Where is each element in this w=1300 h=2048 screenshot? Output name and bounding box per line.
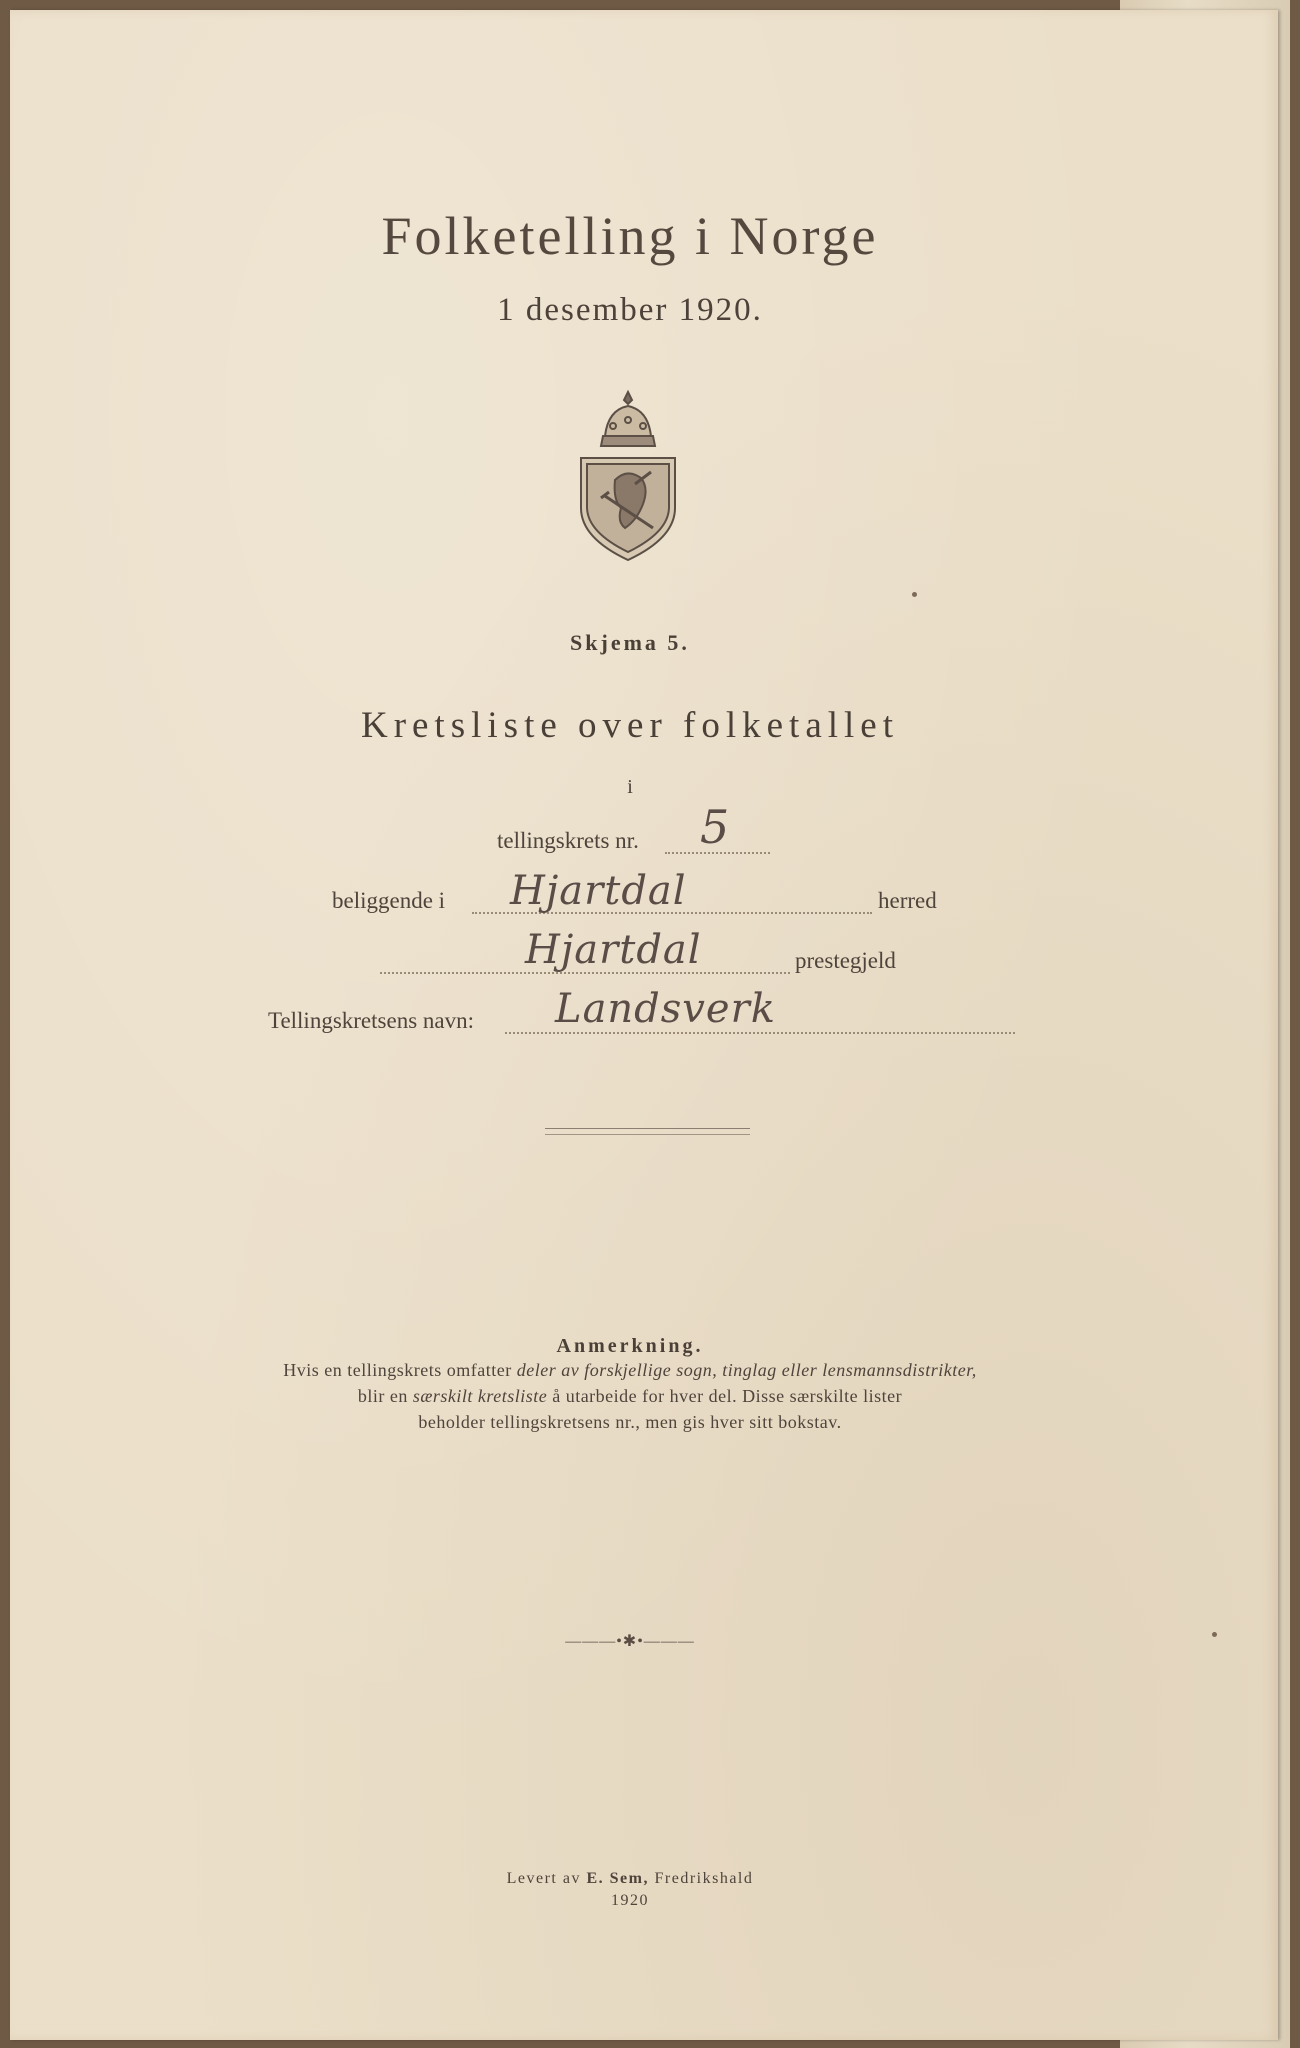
printer-imprint: [10, 1870, 1250, 1888]
prestegjeld-label: prestegjeld: [795, 948, 896, 973]
herred-value: Hjartdal: [510, 868, 687, 914]
census-form-page: [10, 10, 1278, 2040]
note-line-1-emphasis: deler av forskjellige sogn, tinglag eller lensmannsdistrikter,: [516, 1360, 977, 1380]
page-title: Folketelling i Norge: [381, 206, 879, 266]
imprint-printer: E. Sem,: [586, 1870, 649, 1887]
imprint-year: 1920: [611, 1892, 649, 1909]
note-line-1-text: Hvis en tellingskrets omfatter: [283, 1360, 517, 1380]
paper-spot: [912, 592, 917, 597]
divider-rule: [545, 1128, 750, 1129]
note-heading: Anmerkning.: [556, 1335, 704, 1357]
note-line-3: beholder tellingskretsens nr., men gis hver sitt bokstav.: [418, 1412, 842, 1432]
note-line-2-text-b: å utarbeide for hver del. Disse særskilte lister: [547, 1386, 903, 1406]
divider-rule-lower: [545, 1134, 750, 1135]
form-heading: Kretsliste over folketallet: [360, 705, 900, 746]
norway-coat-of-arms-icon: [575, 388, 681, 563]
census-date: 1 desember 1920.: [497, 292, 763, 328]
located-in-label: beliggende i: [332, 888, 446, 913]
connector-word: i: [627, 776, 633, 798]
district-number-value: 5: [700, 800, 731, 854]
note-line-1: [10, 1360, 1250, 1381]
district-number-label: tellingskrets nr.: [497, 828, 639, 853]
district-name-value: Landsverk: [555, 986, 776, 1032]
herred-label: herred: [878, 888, 937, 913]
district-name-label: Tellingskretsens navn:: [268, 1008, 474, 1033]
ornament-divider: ———•✱•———: [565, 1633, 695, 1650]
imprint-place: Fredrikshald: [648, 1870, 754, 1887]
paper-spot: [1212, 1632, 1217, 1637]
note-line-2-text-a: blir en: [357, 1386, 413, 1406]
district-name-line: [505, 1032, 1015, 1034]
schema-number: Skjema 5.: [570, 630, 690, 655]
imprint-prefix: Levert av: [506, 1870, 587, 1887]
note-line-2-emphasis: særskilt kretsliste: [412, 1386, 548, 1406]
prestegjeld-value: Hjartdal: [525, 927, 702, 973]
note-line-2: [10, 1386, 1250, 1407]
